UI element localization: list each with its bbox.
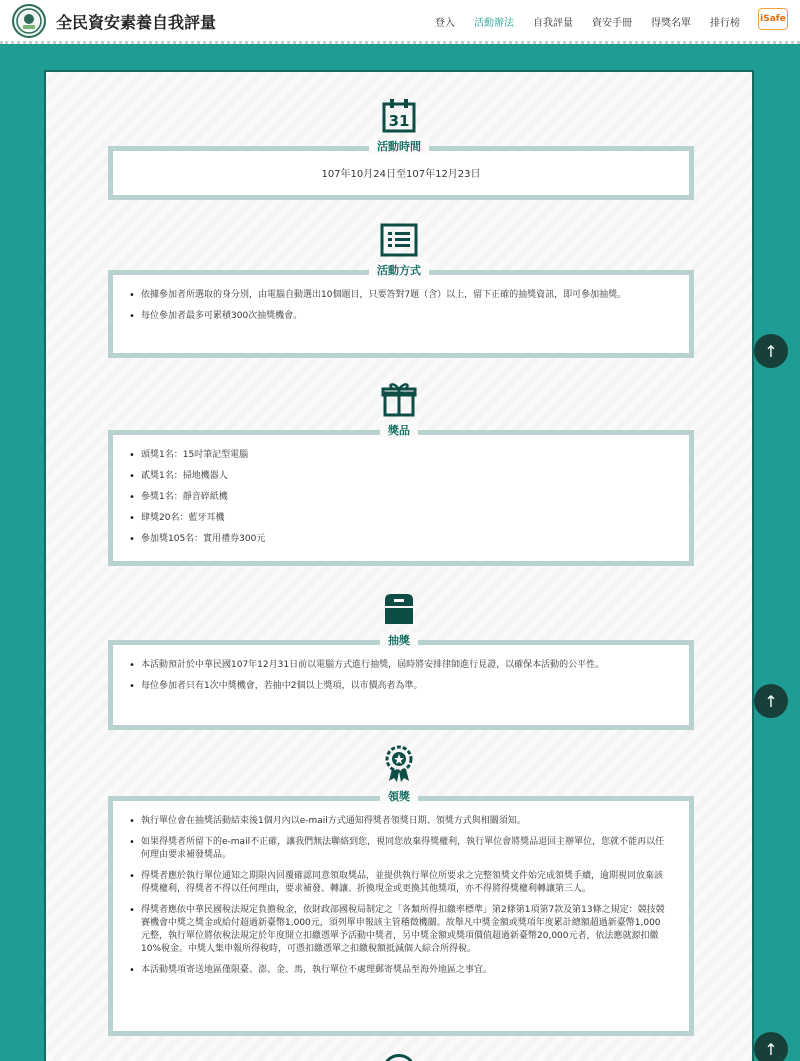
calendar-icon	[379, 96, 419, 136]
isafe-logo[interactable]: iSafe	[758, 8, 788, 30]
section-box-method	[108, 270, 694, 358]
main-nav	[435, 14, 740, 29]
scroll-top-button[interactable]	[754, 684, 788, 718]
draw-list	[113, 645, 689, 693]
activity-date: 107年10月24日至107年12月23日	[321, 169, 481, 180]
lottery-box-icon	[379, 588, 419, 628]
list-item: • 每位參加者只有1次中獎機會，若抽中2個以上獎項，以市價高者為準。	[141, 680, 669, 693]
list-item: • 頭獎1名：15吋筆記型電腦	[141, 449, 669, 462]
list-icon	[379, 220, 419, 260]
prize-list	[113, 435, 689, 546]
content-panel	[44, 70, 754, 1061]
site-header	[0, 0, 800, 44]
nav-activity-rules[interactable]: 活動辦法	[474, 18, 514, 29]
list-item: • 執行單位會在抽獎活動結束後1個月內以e-mail方式通知得獎者領獎日期、領獎方式與相關須知。	[141, 815, 669, 828]
section-title-claim: 領獎	[380, 788, 418, 804]
nav-login[interactable]: 登入	[435, 18, 455, 29]
list-item: • 得獎者應於執行單位通知之期限內回覆確認同意領取獎品，並提供執行單位所要求之完整領獎文件始完成領獎手續，逾期視同放棄該得獎權利，得獎者不得以任何理由，要求補發、轉讓、折換現金或更換其他獎項，亦不得將得獎權利轉讓第三人。	[141, 870, 669, 896]
gov-logo-icon[interactable]	[12, 4, 46, 38]
method-list	[113, 275, 689, 323]
section-box-time	[108, 146, 694, 200]
site-title[interactable]: 全民資安素養自我評量	[56, 13, 217, 32]
section-box-claim	[108, 796, 694, 1036]
list-item: • 肆獎20名：藍牙耳機	[141, 512, 669, 525]
award-badge-icon	[379, 744, 419, 784]
list-item: • 如果得獎者所留下的e-mail不正確，讓我們無法聯絡到您，視同您放棄得獎權利，執行單位會將獎品退回主辦單位，您就不能再以任何理由要求補發獎品。	[141, 836, 669, 862]
arrow-up-icon: ↑	[764, 691, 778, 711]
scroll-top-button[interactable]	[754, 334, 788, 368]
next-section-icon	[382, 1054, 416, 1061]
list-item: • 參獎1名：靜音碎紙機	[141, 491, 669, 504]
section-title-draw: 抽獎	[380, 632, 418, 648]
nav-self-assessment[interactable]: 自我評量	[533, 18, 573, 29]
list-item: • 得獎者應依中華民國稅法規定負擔稅金，依財政部國稅局制定之「各類所得扣繳率標準」第2條第1項第7款及第13條之規定：競技競賽機會中獎之獎金或給付超過新臺幣1,000元，須列單申報該主管稽徵機關。故舉凡中獎金額或獎項年度累計總額超過新臺幣1,000元整，執行單位將依稅法規定於年度開立扣繳憑單予活動中獎者，另中獎金額或獎項價值超過新臺幣20,000元者，依法應就源扣繳10%稅金。中獎人集申報所得稅時，可憑扣繳憑單之扣繳稅額抵減個人綜合所得稅。	[141, 904, 669, 956]
list-item: • 每位參加者最多可累積300次抽獎機會。	[141, 310, 669, 323]
section-title-prize: 獎品	[380, 422, 418, 438]
claim-list	[113, 801, 689, 977]
nav-handbook[interactable]: 資安手冊	[592, 18, 632, 29]
list-item: • 參加獎105名：實用禮券300元	[141, 533, 669, 546]
list-item: • 本活動預計於中華民國107年12月31日前以電腦方式進行抽獎，屆時將安排律師進行見證，以確保本活動的公平性。	[141, 659, 669, 672]
section-box-prize	[108, 430, 694, 566]
calendar-day: 31	[388, 112, 410, 130]
list-item: • 依據參加者所選取的身分別，由電腦自動選出10個題目，只要答對7題（含）以上，留下正確的抽獎資訊，即可參加抽獎。	[141, 289, 669, 302]
arrow-up-icon: ↑	[764, 341, 778, 361]
list-item: • 本活動獎項寄送地區僅限臺、澎、金、馬，執行單位不處理郵寄獎品至海外地區之事宜。	[141, 964, 669, 977]
section-title-time: 活動時間	[369, 138, 429, 154]
list-item: • 貳獎1名：掃地機器人	[141, 470, 669, 483]
section-title-method: 活動方式	[369, 262, 429, 278]
nav-leaderboard[interactable]: 排行榜	[710, 18, 740, 29]
arrow-up-icon: ↑	[764, 1039, 778, 1059]
gift-icon	[379, 378, 419, 418]
scroll-top-button[interactable]	[754, 1032, 788, 1061]
section-box-draw	[108, 640, 694, 730]
nav-winners[interactable]: 得獎名單	[651, 18, 691, 29]
